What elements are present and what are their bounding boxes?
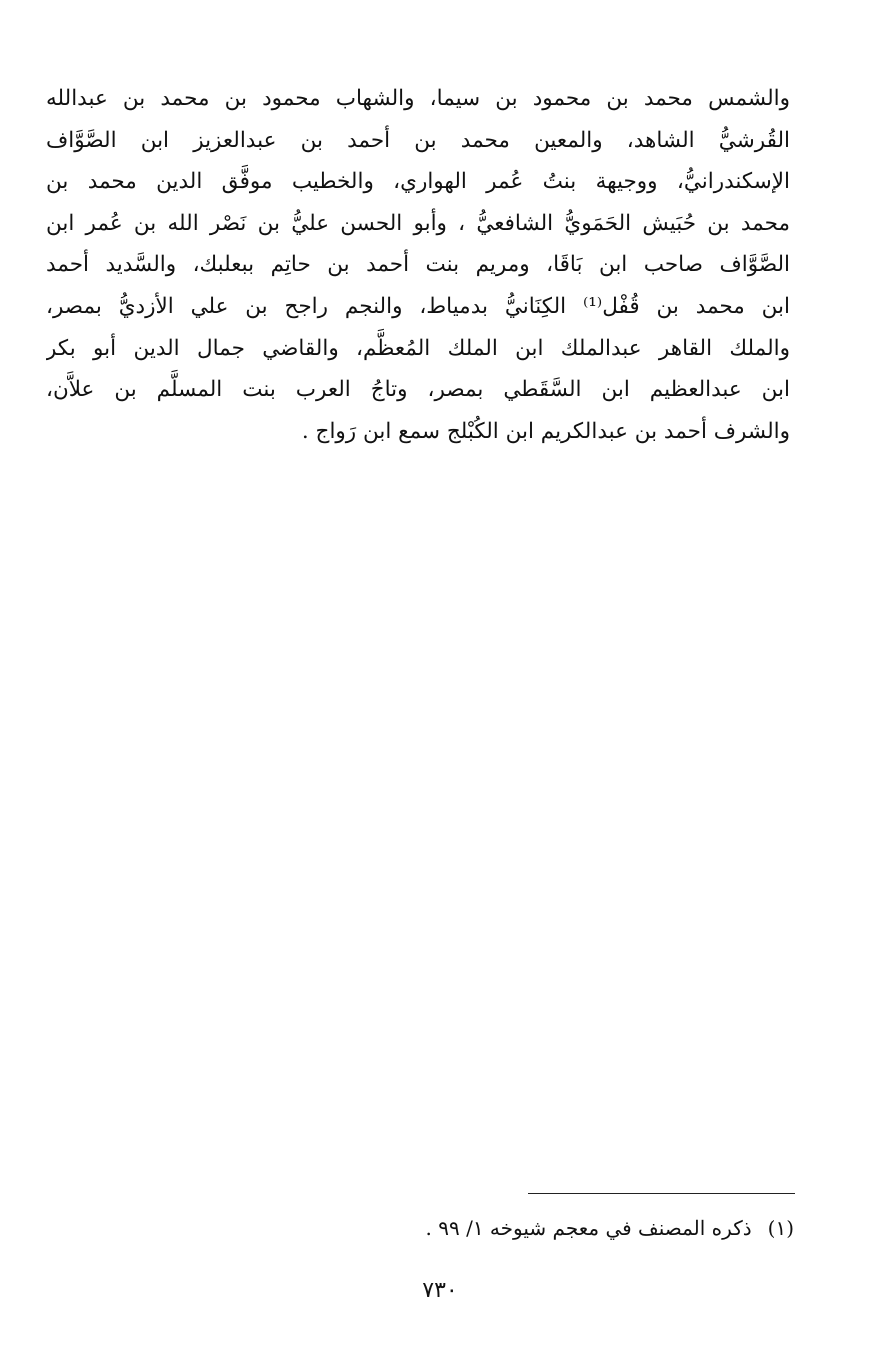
text-line-7: والملك القاهر عبدالملك ابن الملك المُعظَّم، والقاضي جمال الدين أبو بكر <box>46 335 790 361</box>
text-line-6: ابن محمد بن قُفْل⁽¹⁾ الكِنَانيُّ بدمياط، والنجم راجح بن علي الأزديُّ بمصر، <box>46 293 790 319</box>
text-line-3: الإسكندرانيُّ، ووجيهة بنتُ عُمر الهواري، والخطيب موفَّق الدين محمد بن <box>46 169 790 195</box>
footnote <box>300 1213 794 1243</box>
footnote-text: ذكره المصنف في معجم شيوخه ١/ ٩٩ . <box>425 1216 752 1240</box>
footnote-marker: (١) <box>767 1216 794 1240</box>
text-line-9: والشرف أحمد بن عبدالكريم ابن الكُبْلج سمع ابن رَواج . <box>301 418 790 444</box>
main-text-block <box>46 78 790 452</box>
text-line-8: ابن عبدالعظيم ابن السَّقَطي بمصر، وتاجُ العرب بنت المسلَّم بن علاَّن، <box>46 377 790 403</box>
text-line-5: الصَّوَّاف صاحب ابن بَاقَا، ومريم بنت أحمد بن حاتِم ببعلبك، والسَّديد أحمد <box>46 252 790 278</box>
text-line-2: القُرشيُّ الشاهد، والمعين محمد بن أحمد بن عبدالعزيز ابن الصَّوَّاف <box>46 127 790 153</box>
footnote-divider <box>528 1193 795 1194</box>
page-number: ٧٣٠ <box>422 1278 458 1303</box>
text-line-4: محمد بن حُبَيش الحَمَويُّ الشافعيُّ ، وأبو الحسن عليُّ بن نَصْر الله بن عُمر ابن <box>46 210 790 236</box>
text-line-1: والشمس محمد بن محمود بن سيما، والشهاب محمود بن محمد بن عبدالله <box>46 86 790 111</box>
